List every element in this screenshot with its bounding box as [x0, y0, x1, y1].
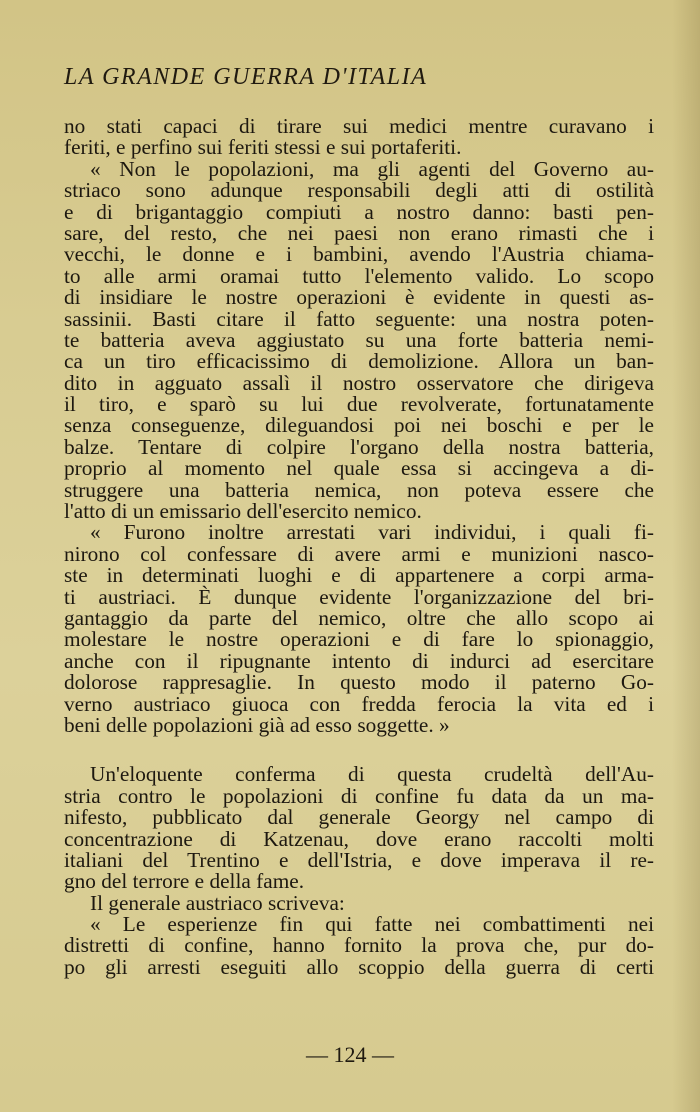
text-line: verno austriaco giuoca con fredda ferocia la vita ed i [64, 691, 654, 716]
text-line: balze. Tentare di colpire l'organo della nostra batteria, [64, 434, 654, 459]
text-line: sare, del resto, che nei paesi non erano rimasti che i [64, 220, 654, 245]
text-line: vecchi, le donne e i bambini, avendo l'Austria chiama- [64, 242, 654, 267]
text-line: sassinii. Basti citare il fatto seguente: una nostra poten- [64, 306, 654, 331]
text-line: anche con il ripugnante intento di indurci ad esercitare [64, 648, 654, 673]
text-line: ti austriaci. È dunque evidente l'organizzazione del bri- [64, 584, 654, 609]
text-line: distretti di confine, hanno fornito la prova che, pur do- [64, 933, 654, 958]
text-line: Il generale austriaco scriveva: [90, 890, 345, 915]
page-edge-shadow [672, 0, 700, 1112]
text-line: no stati capaci di tirare sui medici mentre curavano i [64, 114, 654, 138]
paragraph [64, 890, 654, 915]
text-line: dito in agguato assalì il nostro osservatore che dirigeva [64, 370, 654, 395]
text-line: gantaggio da parte del nemico, oltre che allo scopo ai [64, 605, 654, 630]
text-line: to alle armi oramai tutto l'elemento valido. Lo scopo [64, 263, 654, 288]
text-line: ca un tiro efficacissimo di demolizione. Allora un ban- [64, 349, 654, 374]
text-line: di insidiare le nostre operazioni è evidente in questi as- [64, 285, 654, 310]
text-line: l'atto di un emissario dell'esercito nemico. [64, 499, 422, 524]
text-line: nifesto, pubblicato dal generale Georgy nel campo di [64, 805, 654, 830]
text-line: po gli arresti eseguiti allo scoppio della guerra di certi [64, 954, 654, 979]
running-head: LA GRANDE GUERRA D'ITALIA [64, 64, 428, 90]
text-line: striaco sono adunque responsabili degli atti di ostilità [64, 178, 654, 203]
page-number: — 124 — [306, 1042, 394, 1067]
text-line: « Non le popolazioni, ma gli agenti del Governo au- [90, 156, 654, 181]
text-line: molestare le nostre operazioni e di fare lo spionaggio, [64, 627, 654, 652]
text-line: dolorose rappresaglie. In questo modo il paterno Go- [64, 670, 654, 695]
text-line: « Furono inoltre arrestati vari individui, i quali fi- [90, 520, 654, 545]
text-line: « Le esperienze fin qui fatte nei combattimenti nei [90, 912, 654, 937]
text-line: struggere una batteria nemica, non poteva essere che [64, 477, 654, 502]
text-line: proprio al momento nel quale essa si accingeva a di- [64, 456, 654, 481]
text-line: concentrazione di Katzenau, dove erano raccolti molti [64, 826, 654, 851]
paragraph-gap [64, 736, 654, 764]
body-text [64, 116, 654, 978]
text-line: il tiro, e sparò su lui due revolverate, fortunatamente [64, 392, 654, 417]
text-line: nirono col confessare di avere armi e munizioni nasco- [64, 541, 654, 566]
text-line: beni delle popolazioni già ad esso soggette. » [64, 712, 450, 737]
text-line: feriti, e perfino sui feriti stessi e sui portaferiti. [64, 135, 462, 160]
paragraph [64, 116, 654, 159]
paragraph [64, 914, 654, 978]
text-line: Un'eloquente conferma di questa crudeltà dell'Au- [90, 762, 654, 787]
text-line: stria contro le popolazioni di confine fu data da un ma- [64, 783, 654, 808]
text-line: senza conseguenze, dileguandosi poi nei boschi e per le [64, 413, 654, 438]
paragraph [64, 522, 654, 736]
text-line: ste in determinati luoghi e di appartenere a corpi arma- [64, 563, 654, 588]
text-line: te batteria aveva aggiustato su una forte batteria nemi- [64, 327, 654, 352]
text-line: italiani del Trentino e dell'Istria, e dove imperava il re- [64, 847, 654, 872]
text-line: e di brigantaggio compiuti a nostro danno: basti pen- [64, 199, 654, 224]
paragraph [64, 764, 654, 892]
paragraph [64, 156, 654, 524]
text-line: gno del terrore e della fame. [64, 869, 305, 894]
